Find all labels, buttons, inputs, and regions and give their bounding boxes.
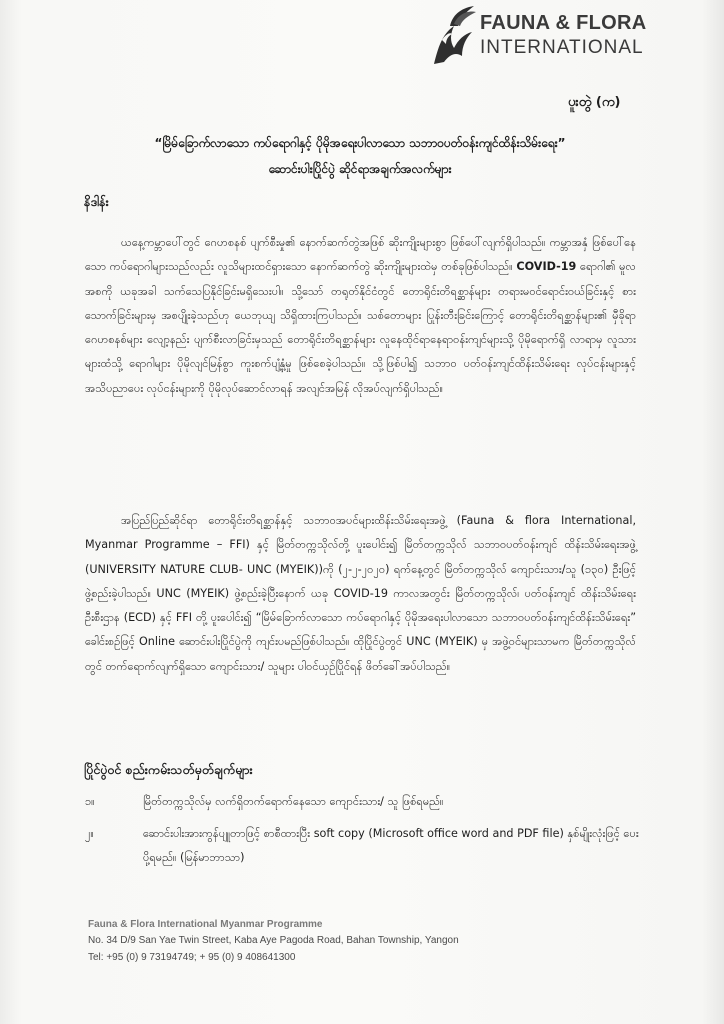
document-title: “မြိမ်ခြောက်လာသော ကပ်ရောဂါနှင့် ပိုမိုအရေးပါလာသော သဘာဝပတ်ဝန်းကျင်ထိန်းသိမ်းရေး” bbox=[154, 136, 566, 150]
footer-tel: Tel: +95 (0) 9 73194749; + 95 (0) 9 408641300 bbox=[88, 952, 296, 963]
antelope-logo-icon bbox=[428, 4, 478, 68]
rule-number: ၂။ bbox=[85, 827, 94, 840]
logo-org-line2: INTERNATIONAL bbox=[480, 37, 644, 58]
footer-org: Fauna & Flora International Myanmar Programme bbox=[88, 919, 323, 930]
rule-number: ၁။ bbox=[85, 795, 95, 808]
annex-label: ပူးတွဲ (က) bbox=[568, 95, 621, 110]
rule-text: ဆောင်းပါးအားကွန်ပျူတာဖြင့် စာစီထားပြီး soft copy (Microsoft office word and PDF file) နှစ်မျိုးလုံးဖြင့် ပေးပို့ရမည်။ (မြန်မာဘာသာ) bbox=[143, 827, 639, 864]
intro-paragraph-2: အပြည်ပြည်ဆိုင်ရာ တောရိုင်းတိရစ္ဆာန်နှင့် သဘာဝအပင်များထိန်းသိမ်းရေးအဖွဲ့ (Fauna & flora International, Myanmar Programme – FFI) နှင့် မြိတ်တက္ကသိုလ်တို့ ပူးပေါင်း၍ မြိတ်တက္ကသိုလ် သဘာဝပတ်ဝန်းကျင် ထိန်းသိမ်းရေးအဖွဲ့ (UNIVERSITY NATURE CLUB- UNC (MYEIK))ကို (၂-၂-၂၀၂၀) ရက်နေ့တွင် မြိတ်တက္ကသိုလ် ကျောင်းသား/သူ (၁၃၀) ဦးဖြင့် ဖွဲ့စည်းခဲ့ပါသည်။ UNC (MYEIK) ဖွဲ့စည်းခဲ့ပြီးနောက် ယခု COVID-19 ကာလအတွင်း မြိတ်တက္ကသိုလ်၊ ပတ်ဝန်းကျင် ထိန်းသိမ်းရေး ဦးစီးဌာန (ECD) နှင့် FFI တို့ ပူးပေါင်း၍ “မြိမ်ခြောက်လာသော ကပ်ရောဂါနှင့် ပိုမိုအရေးပါလာသော သဘာဝပတ်ဝန်းကျင်ထိန်းသိမ်းရေး” ခေါင်းစဉ်ဖြင့် Online ဆောင်းပါးပြိုင်ပွဲကို ကျင်းပမည်ဖြစ်ပါသည်။ ထိုပြိုင်ပွဲတွင် UNC (MYEIK) မှ အဖွဲ့ဝင်များသာမက မြိတ်တက္ကသိုလ်တွင် တက်ရောက်လျက်ရှိသော ကျောင်းသား/ သူများ ပါဝင်ယှဉ်ပြိုင်ရန် ဖိတ်ခေါ်အပ်ပါသည်။ bbox=[85, 514, 636, 673]
intro-paragraph-1-part-b: ရောဂါ၏ မူလအစကို ယခုအခါ သက်သေပြနိုင်ခြင်းမရှိသေးပါ။ သို့သော် တရုတ်နိုင်ငံတွင် တောရိုင်းတိရစ္ဆာန်များ တရားမဝင်ရောင်းဝယ်ခြင်းနှင့် စားသောက်ခြင်းများမှ အစပျိုးခဲ့သည်ဟု ယေဘုယျ သိရှိထားကြပါသည်။ သစ်တောများ ပြုန်းတီးခြင်းကြောင့် တောရိုင်းတိရစ္ဆာန်များ၏ မှီခိုရာဂေဟစနစ်များ လျော့နည်း ပျက်စီးလာခြင်းမှသည် တောရိုင်းတိရစ္ဆာန်များ လူနေထိုင်ရာနေရာဝန်းကျင်များသို့ ပိုမိုရောက်ရှိ လာရာမှ လူသားများထံသို့ ရောဂါများ ပိုမိုလျင်မြန်စွာ ကူးစက်ပျံ့နှံ့မှု ဖြစ်စေခဲ့ပါသည်။ သို့ဖြစ်ပါ၍ သဘာဝ ပတ်ဝန်းကျင်ထိန်းသိမ်းရေး လုပ်ငန်းများနှင့် အသိပညာပေး လုပ်ငန်းများကို ပိုမိုလုပ်ဆောင်လာရန် အလျင်အမြန် လိုအပ်လျက်ရှိပါသည်။ bbox=[85, 260, 637, 395]
logo-org-line1: FAUNA & FLORA bbox=[480, 12, 647, 34]
footer-address: No. 34 D/9 San Yae Twin Street, Kaba Aye Pagoda Road, Bahan Township, Yangon bbox=[88, 935, 459, 946]
intro-paragraph-1 bbox=[85, 231, 636, 401]
document-subtitle: ဆောင်းပါးပြိုင်ပွဲ ဆိုင်ရာအချက်အလက်များ bbox=[268, 162, 452, 176]
intro-heading: နိဒါန်း bbox=[84, 194, 109, 209]
intro-paragraph-1-part-a: ယနေ့ကမ္ဘာပေါ်တွင် ဂေဟစနစ် ပျက်စီးမှု၏ နောက်ဆက်တွဲအဖြစ် ဆိုးကျိုးများစွာ ဖြစ်ပေါ်လျက်ရှိပါသည်။ ကမ္ဘာအနှံ ဖြစ်ပေါ်နေသော ကပ်ရောဂါများသည်လည်း လူသိများထင်ရှားသော နောက်ဆက်တွဲ ဆိုးကျိုးများထဲမှ တစ်ခုဖြစ်ပါသည်။ bbox=[85, 236, 636, 274]
ffi-logo bbox=[428, 4, 708, 74]
covid-term: COVID-19 bbox=[516, 260, 577, 274]
rule-text: မြိတ်တက္ကသိုလ်မှ လက်ရှိတက်ရောက်နေသော ကျောင်းသား/ သူ ဖြစ်ရမည်။ bbox=[143, 795, 444, 808]
rules-heading: ပြိုင်ပွဲဝင် စည်းကမ်းသတ်မှတ်ချက်များ bbox=[84, 762, 253, 777]
